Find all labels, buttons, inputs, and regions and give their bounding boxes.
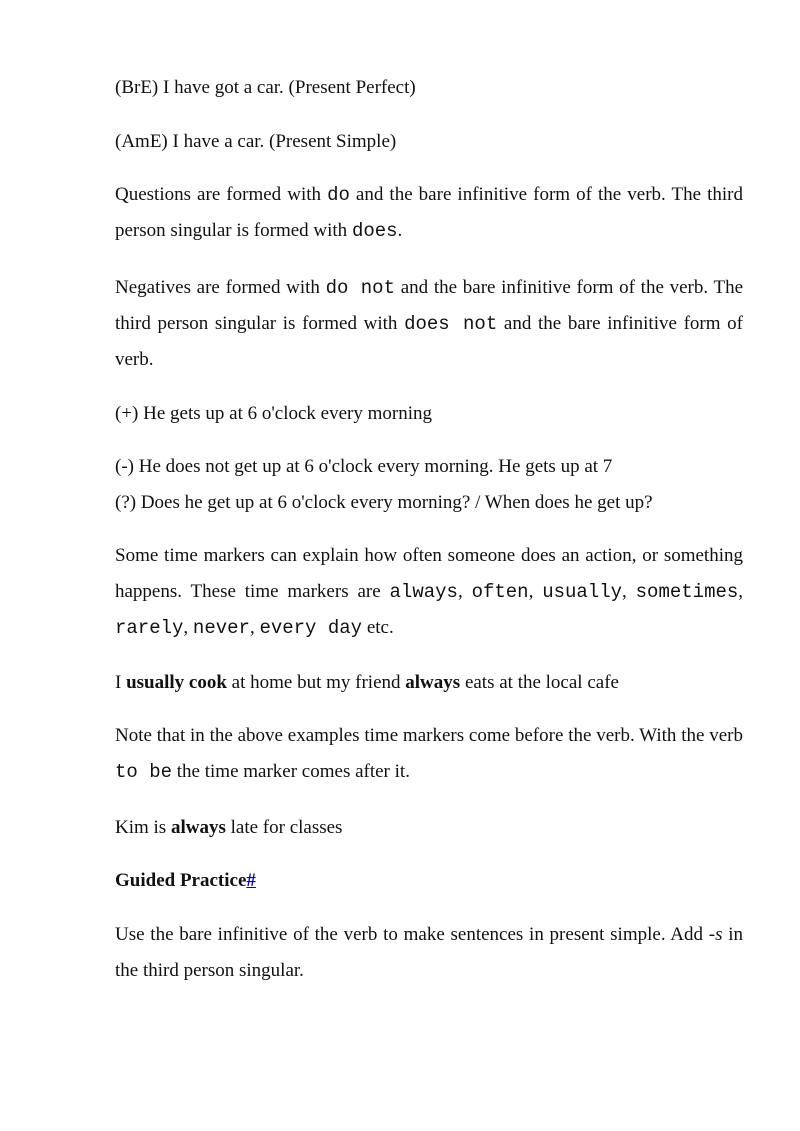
code-does: does xyxy=(351,220,398,242)
text: Use the bare infinitive of the verb to make sentences in present simple. Add - xyxy=(115,924,716,945)
marker-always: always xyxy=(389,581,458,603)
text: and the bare infinitive form of verb. xyxy=(115,313,743,370)
negatives-paragraph xyxy=(115,270,743,378)
text: Note that in the above examples time markers come before the verb. With the verb xyxy=(115,725,743,746)
separator: , xyxy=(457,581,472,602)
text: I xyxy=(115,672,127,693)
negative-example-text: (-) He does not get up at 6 o'clock every morning. He gets up at 7 xyxy=(115,456,613,477)
negative-question-examples xyxy=(115,449,743,521)
text: Negatives are formed with xyxy=(115,277,326,298)
text: and the bare infinitive form of the verb. The third person singular is formed with xyxy=(115,184,743,241)
code-to-be: to be xyxy=(115,761,173,783)
italic-s: s xyxy=(715,924,723,945)
question-example-text: (?) Does he get up at 6 o'clock every morning? / When does he get up? xyxy=(115,492,653,513)
heading-anchor-link[interactable]: # xyxy=(246,870,256,891)
separator: , xyxy=(622,581,636,602)
marker-often: often xyxy=(471,581,529,603)
separator: , xyxy=(528,581,543,602)
bre-example xyxy=(115,70,743,106)
text: and the bare infinitive form of the verb. The third person singular is formed with xyxy=(115,277,743,334)
instruction-paragraph xyxy=(115,917,743,989)
text: etc. xyxy=(362,617,394,638)
text: . xyxy=(397,220,403,241)
code-does-not: does not xyxy=(404,313,498,335)
separator: , xyxy=(183,617,193,638)
text: in the third person singular. xyxy=(115,924,743,981)
positive-example xyxy=(115,396,743,432)
bold-always: always xyxy=(170,817,226,838)
ame-example xyxy=(115,124,743,160)
cook-example xyxy=(115,665,743,701)
text: Kim is xyxy=(115,817,171,838)
text: late for classes xyxy=(225,817,343,838)
text: Questions are formed with xyxy=(115,184,328,205)
time-markers-paragraph xyxy=(115,538,743,646)
separator: , xyxy=(738,581,744,602)
heading-text: Guided Practice xyxy=(115,870,247,891)
kim-example xyxy=(115,810,743,846)
text: at home but my friend xyxy=(226,672,406,693)
text: Some time markers can explain how often someone does an action, or something happens. These time markers are xyxy=(115,545,743,602)
separator: , xyxy=(249,617,260,638)
marker-usually: usually xyxy=(542,581,623,603)
marker-never: never xyxy=(192,617,250,639)
ame-example-text: (AmE) I have a car. (Present Simple) xyxy=(115,131,397,152)
code-do: do xyxy=(327,184,350,206)
guided-practice-heading xyxy=(115,863,743,899)
text: eats at the local cafe xyxy=(460,672,619,693)
positive-example-text: (+) He gets up at 6 o'clock every morning xyxy=(115,403,432,424)
text: the time marker comes after it. xyxy=(172,761,410,782)
marker-sometimes: sometimes xyxy=(635,581,739,603)
marker-rarely: rarely xyxy=(115,617,184,639)
note-paragraph xyxy=(115,718,743,790)
bre-example-text: (BrE) I have got a car. (Present Perfect) xyxy=(115,77,416,98)
code-do-not: do not xyxy=(325,277,395,299)
bold-usually-cook: usually cook xyxy=(126,672,227,693)
questions-paragraph xyxy=(115,177,743,249)
bold-always: always xyxy=(405,672,461,693)
marker-every-day: every day xyxy=(259,617,363,639)
